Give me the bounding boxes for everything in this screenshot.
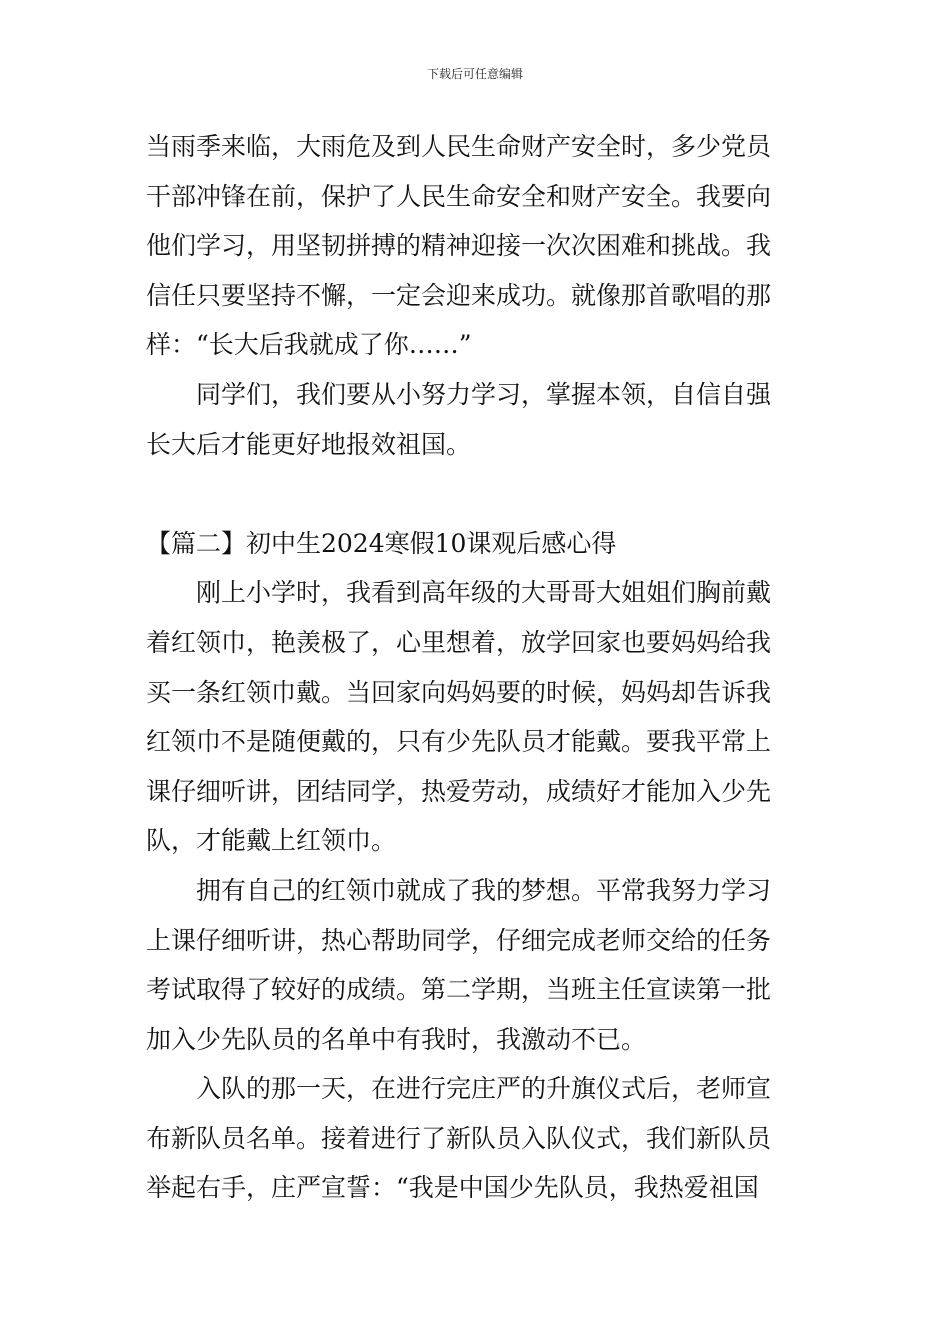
text-line: 考试取得了较好的成绩。第二学期，当班主任宣读第一批 xyxy=(146,975,772,1005)
paragraph xyxy=(146,122,810,370)
paragraph xyxy=(146,866,810,1064)
text-line: 加入少先队员的名单中有我时，我激动不已。 xyxy=(146,1024,647,1054)
text-line: 着红领巾，艳羡极了，心里想着，放学回家也要妈妈给我 xyxy=(146,627,772,657)
text-line: 队，才能戴上红领巾。 xyxy=(146,826,397,856)
paragraph xyxy=(146,370,810,469)
text-line: 课仔细听讲，团结同学，热爱劳动，成绩好才能加入少先 xyxy=(146,776,772,806)
text-line: 布新队员名单。接着进行了新队员入队仪式，我们新队员 xyxy=(146,1123,772,1153)
text-line: 信任只要坚持不懈，一定会迎来成功。就像那首歌唱的那 xyxy=(146,280,772,310)
text-line: 当雨季来临，大雨危及到人民生命财产安全时，多少党员 xyxy=(146,132,772,161)
text-line: 举起右手，庄严宣誓：“我是中国少先队员，我热爱祖国 xyxy=(146,1173,759,1203)
text-line: 同学们，我们要从小努力学习，掌握本领，自信自强 xyxy=(196,379,772,409)
text-line: 干部冲锋在前，保护了人民生命安全和财产安全。我要向 xyxy=(146,181,772,211)
text-line: 红领巾不是随便戴的，只有少先队员才能戴。要我平常上 xyxy=(146,727,772,757)
text-line: 刚上小学时，我看到高年级的大哥哥大姐姐们胸前戴 xyxy=(196,578,772,608)
paragraph xyxy=(146,568,810,866)
paragraph xyxy=(146,1064,810,1213)
text-line: 他们学习，用坚韧拼搏的精神迎接一次次困难和挑战。我 xyxy=(146,231,772,261)
blank-line xyxy=(146,469,810,519)
text-line: 入队的那一天，在进行完庄严的升旗仪式后，老师宣 xyxy=(196,1074,772,1104)
text-line: 长大后才能更好地报效祖国。 xyxy=(146,429,472,459)
document-body xyxy=(146,122,810,1213)
text-line: 上课仔细听讲，热心帮助同学，仔细完成老师交给的任务 xyxy=(146,925,772,955)
page-header: 下载后可任意编辑 xyxy=(426,67,523,81)
text-line: 买一条红领巾戴。当回家向妈妈要的时候，妈妈却告诉我 xyxy=(146,677,772,707)
text-line: 样：“长大后我就成了你……” xyxy=(146,330,472,360)
section-heading: 【篇二】初中生2024寒假10课观后感心得 xyxy=(146,528,617,558)
text-line: 拥有自己的红领巾就成了我的梦想。平常我努力学习 xyxy=(196,875,772,905)
